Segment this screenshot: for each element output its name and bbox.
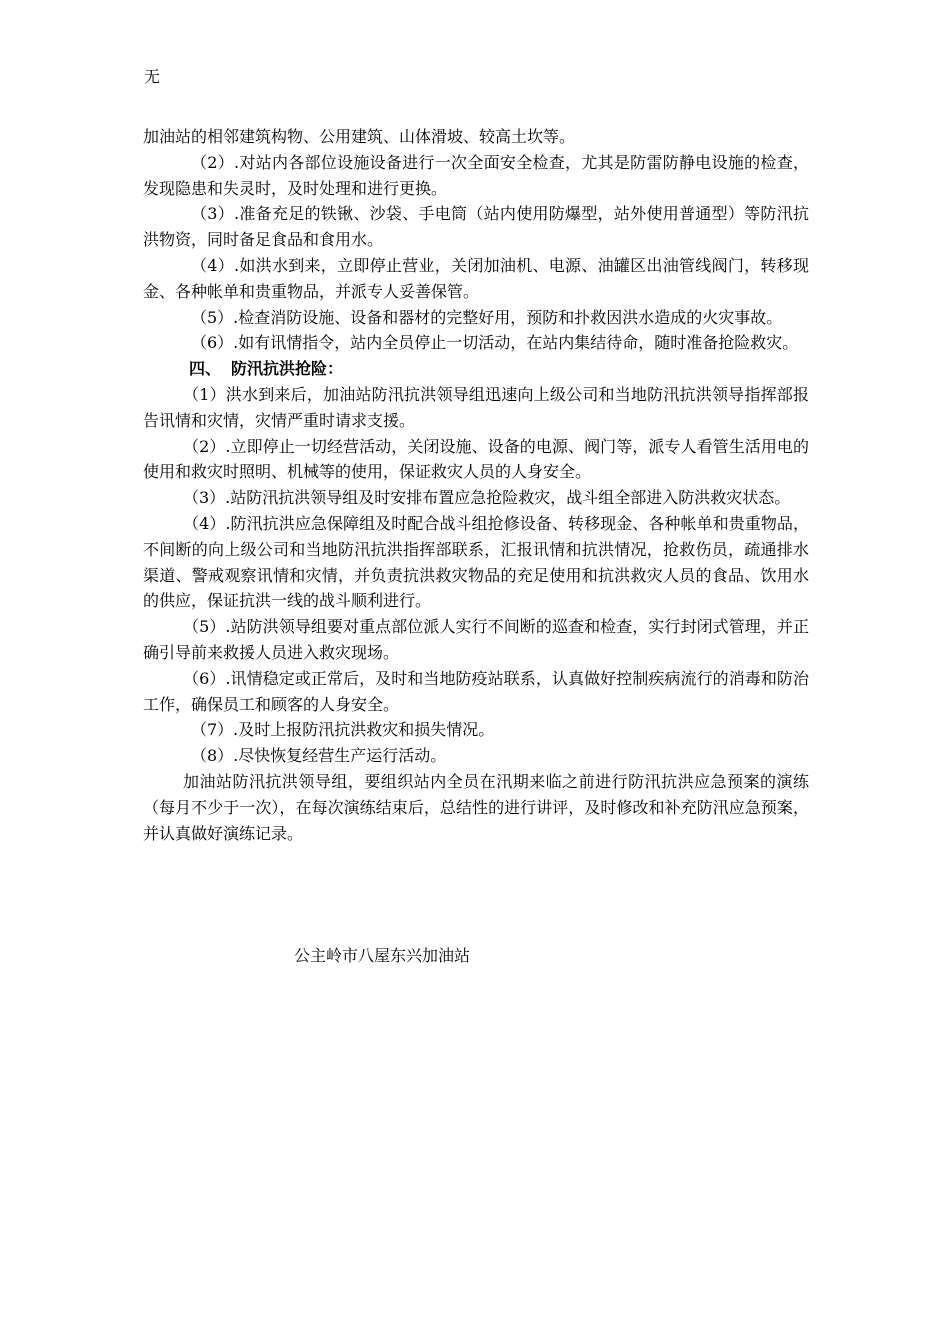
section-title: 防汛抗洪抢险：: [231, 359, 344, 379]
page-header: 无: [144, 67, 161, 86]
paragraph: （4）.如洪水到来，立即停止营业，关闭加油机、电源、油罐区出油管线阀门，转移现金、各种帐单和贵重物品，并派专人妥善保管。: [143, 255, 809, 301]
section-heading: [143, 356, 809, 382]
paragraph: （6）.讯情稳定或正常后，及时和当地防疫站联系，认真做好控制疾病流行的消毒和防治工作，确保员工和顾客的人身安全。: [143, 668, 809, 714]
section-number: 四、: [189, 359, 222, 379]
paragraph: 加油站的相邻建筑构物、公用建筑、山体滑坡、较高土坎等。: [143, 127, 576, 146]
paragraph: （4）.防汛抗洪应急保障组及时配合战斗组抢修设备、转移现金、各种帐单和贵重物品，不间断的向上级公司和当地防汛抗洪指挥部联系，汇报讯情和抗洪情况，抢救伤员，疏通排水渠道、警戒观察讯情和灾情，并负责抗洪救灾物品的充足使用和抗洪救灾人员的食品、饮用水的供应，保证抗洪一线的战斗顺利进行。: [143, 513, 809, 611]
paragraph: （5）.检查消防设施、设备和器材的完整好用，预防和扑救因洪水造成的火灾事故。: [191, 307, 783, 327]
paragraph: （2）.对站内各部位设施设备进行一次全面安全检查，尤其是防雷防静电设施的检查，发现隐患和失灵时，及时处理和进行更换。: [143, 152, 809, 198]
paragraph: （5）.站防洪领导组要对重点部位派人实行不间断的巡查和检查，实行封闭式管理，并正确引导前来救援人员进入救灾现场。: [143, 617, 809, 662]
paragraph: 加油站防汛抗洪领导组，要组织站内全员在汛期来临之前进行防汛抗洪应急预案的演练（每月不少于一次），在每次演练结束后，总结性的进行讲评，及时修改和补充防汛应急预案，并认真做好演练记录。: [143, 771, 809, 843]
paragraph: （6）.如有讯情指令，站内全员停止一切活动，在站内集结待命，随时准备抢险救灾。: [191, 333, 799, 353]
paragraph: （8）.尽快恢复经营生产运行活动。: [191, 746, 447, 766]
signature: 公主岭市八屋东兴加油站: [294, 946, 471, 965]
paragraph: （3）.准备充足的铁锹、沙袋、手电筒（站内使用防爆型，站外使用普通型）等防汛抗洪物资，同时备足食品和食用水。: [143, 204, 809, 250]
paragraph: （1）洪水到来后，加油站防汛抗洪领导组迅速向上级公司和当地防汛抗洪领导指挥部报告讯情和灾情，灾情严重时请求支援。: [143, 384, 809, 430]
document-body: [143, 124, 809, 846]
paragraph: （3）.站防汛抗洪领导组及时安排布置应急抢险救灾，战斗组全部进入防洪救灾状态。: [183, 488, 791, 508]
paragraph: （2）.立即停止一切经营活动，关闭设施、设备的电源、阀门等，派专人看管生活用电的使用和救灾时照明、机械等的使用，保证救灾人员的人身安全。: [143, 436, 809, 482]
paragraph: （7）.及时上报防汛抗洪救灾和损失情况。: [191, 720, 495, 740]
